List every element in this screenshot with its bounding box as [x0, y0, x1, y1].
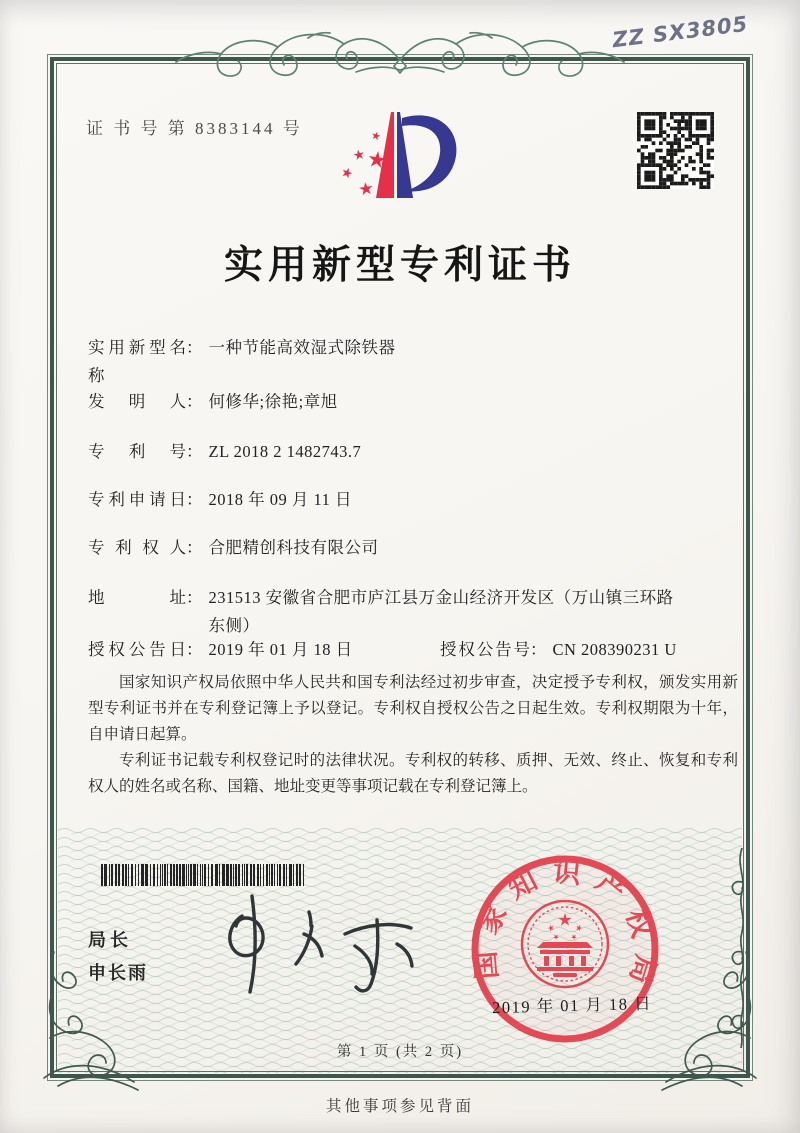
field-filing-date	[88, 486, 752, 514]
field-label: 专利号	[88, 442, 186, 461]
field-colon: ：	[186, 392, 203, 411]
field-label: 地址	[88, 588, 186, 607]
certificate-number: 证 书 号 第 8383144 号	[86, 119, 303, 138]
field-utility-model-name	[88, 334, 752, 390]
legal-paragraph-1: 国家知识产权局依照中华人民共和国专利法经过初步审查，决定授予专利权，颁发实用新型专利证书并在专利登记簿上予以登记。专利权自授权公告之日起生效。专利权期限为十年，自申请日起算。	[88, 674, 738, 743]
field-address	[88, 584, 752, 640]
field-value: 何修华;徐艳;章旭	[208, 392, 338, 411]
certificate-title: 实用新型专利证书	[223, 244, 576, 287]
cnipa-seal-icon	[462, 844, 668, 1052]
field-value: 2018 年 09 月 11 日	[208, 490, 353, 509]
field-colon: ：	[186, 442, 203, 461]
field-colon: ：	[186, 588, 203, 607]
field-grant-date	[88, 640, 353, 659]
field-label: 授权公告号	[440, 640, 530, 659]
field-grant-number	[440, 636, 677, 664]
page-number: 第 1 页 (共 2 页)	[336, 1044, 464, 1060]
field-colon: ：	[186, 640, 203, 659]
field-colon: ：	[186, 338, 203, 357]
cnipa-logo-icon	[332, 106, 478, 232]
field-colon: ：	[186, 538, 203, 557]
field-label: 专利申请日	[88, 490, 186, 509]
field-patentee	[88, 534, 752, 562]
field-value: 2019 年 01 月 18 日	[208, 640, 353, 659]
handwritten-annotation: ZZ SX3805	[611, 11, 750, 53]
field-colon: ：	[186, 490, 203, 509]
seal-agency-arc-text: 国家知识产权局	[469, 856, 661, 1000]
field-value: 231513 安徽省合肥市庐江县万金山经济开发区（万山镇三环路东侧）	[208, 588, 674, 635]
field-grant-row	[88, 636, 752, 664]
commissioner-title: 局长	[88, 930, 132, 950]
legal-paragraph-2: 专利证书记载专利权登记时的法律状况。专利权的转移、质押、无效、终止、恢复和专利权人的姓名或名称、国籍、地址变更等事项记载在专利登记簿上。	[88, 752, 738, 795]
field-inventor	[88, 388, 752, 416]
commissioner-signature-icon	[212, 882, 447, 1004]
seal-date: 2019 年 01 月 18 日	[491, 993, 653, 1018]
legal-text-block	[88, 670, 738, 800]
field-label: 专利权人	[88, 538, 186, 557]
field-patent-number	[88, 438, 752, 466]
field-value: 合肥精创科技有限公司	[208, 538, 379, 557]
commissioner-name: 申长雨	[88, 963, 148, 983]
field-colon: ：	[530, 640, 547, 659]
field-value: CN 208390231 U	[552, 640, 677, 659]
see-back-note: 其他事项参见背面	[325, 1098, 474, 1115]
field-label: 实用新型名称	[88, 338, 186, 385]
field-label: 发明人	[88, 392, 186, 411]
field-value: 一种节能高效湿式除铁器	[208, 338, 396, 357]
qr-code-icon	[637, 112, 714, 189]
field-value: ZL 2018 2 1482743.7	[208, 442, 362, 461]
field-label: 授权公告日	[88, 640, 186, 659]
